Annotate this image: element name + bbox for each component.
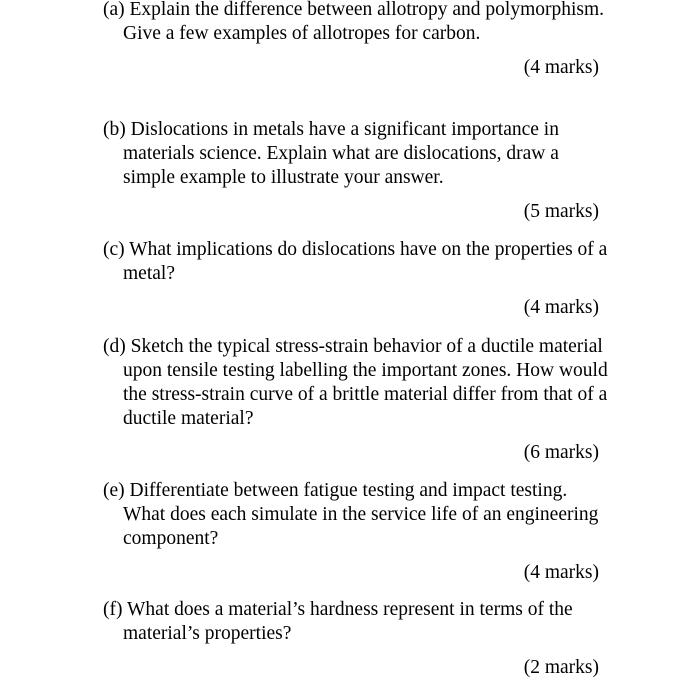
- question-marks: (6 marks): [523, 442, 599, 463]
- question-text: (a) Explain the difference between allotropy and polymorphism. Give a few examples of allotropes for carbon.: [103, 0, 605, 44]
- question-f: [103, 598, 603, 680]
- question-b: [103, 118, 603, 224]
- question-text: (c) What implications do dislocations have on the properties of a metal?: [103, 239, 608, 284]
- question-text: (e) Differentiate between fatigue testing and impact testing. What does each simulate in the service life of an engineering component?: [103, 480, 599, 549]
- question-a: [103, 0, 603, 80]
- question-marks: (5 marks): [523, 201, 599, 222]
- question-text: (b) Dislocations in metals have a significant importance in materials science. Explain what are dislocations, draw a simple example to illustrate your answer.: [103, 119, 559, 188]
- question-marks: (4 marks): [523, 297, 599, 318]
- question-marks: (4 marks): [523, 562, 599, 583]
- question-e: [103, 479, 603, 585]
- question-text: (d) Sketch the typical stress-strain behavior of a ductile material upon tensile testing labelling the important zones. How would the stress-strain curve of a brittle material differ from that of a ductile material?: [103, 336, 608, 429]
- question-c: [103, 238, 608, 320]
- question-d: [103, 335, 608, 465]
- question-marks: (2 marks): [523, 657, 599, 678]
- question-text: (f) What does a material’s hardness represent in terms of the material’s properties?: [103, 599, 573, 644]
- question-marks: (4 marks): [523, 57, 599, 78]
